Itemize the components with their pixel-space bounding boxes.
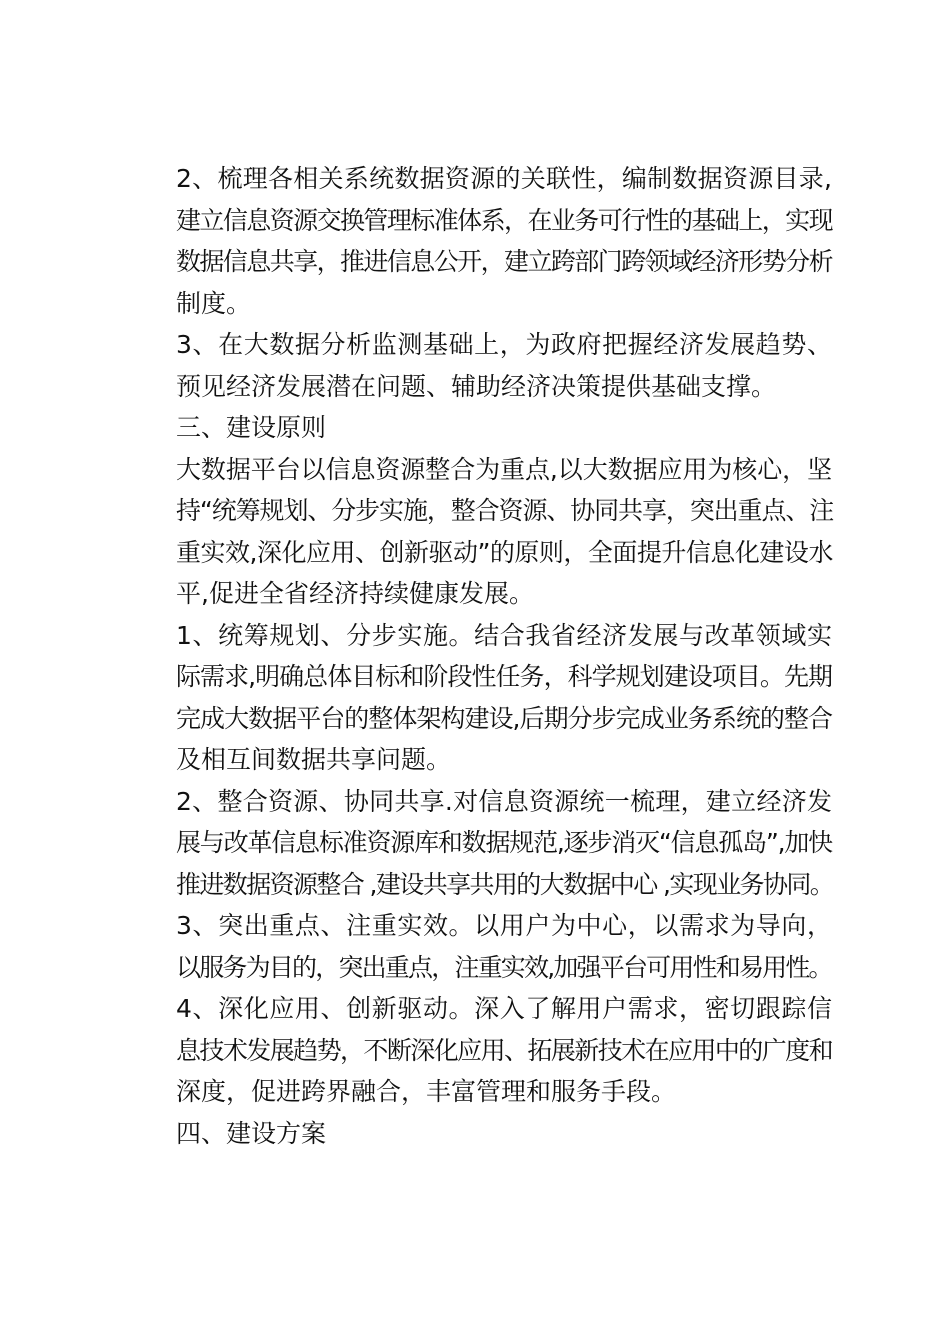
heading-text: 三、建设原则 [176, 413, 327, 442]
text-line: 息技术发展趋势，不断深化应用、拓展新技术在应用中的广度和 [176, 1035, 832, 1065]
text-line: 预见经济发展潜在问题、辅助经济决策提供基础支撑。 [176, 371, 777, 401]
text-line: 数据信息共享，推进信息公开，建立跨部门跨领域经济形势分析 [176, 247, 832, 276]
paragraph-principles-intro [126, 449, 832, 615]
paragraph-sort-resources [126, 158, 832, 324]
paragraph-planning [126, 615, 832, 781]
text-line: 3、在大数据分析监测基础上，为政府把握经济发展趋势、 [176, 330, 832, 359]
text-line: 1、统筹规划、分步实施。结合我省经济发展与改革领域实 [176, 620, 832, 650]
section-heading-plan [126, 1113, 832, 1155]
heading-text: 四、建设方案 [176, 1118, 327, 1148]
paragraph-innovation [126, 988, 832, 1113]
text-line: 持“统筹规划、分步实施，整合资源、协同共享，突出重点、注 [176, 496, 834, 525]
text-line: 建立信息资源交换管理标准体系，在业务可行性的基础上，实现 [176, 205, 832, 235]
text-line: 深度，促进跨界融合，丰富管理和服务手段。 [176, 1077, 677, 1106]
text-line: 制度。 [176, 288, 252, 318]
text-line: 2、梳理各相关系统数据资源的关联性，编制数据资源目录, [176, 164, 832, 193]
paragraph-focus [126, 905, 832, 988]
text-line: 重实效,深化应用、创新驱动”的原则，全面提升信息化建设水 [176, 537, 833, 567]
text-line: 以服务为目的，突出重点，注重实效,加强平台可用性和易用性。 [176, 952, 832, 982]
paragraph-integration [126, 781, 832, 906]
text-line: 际需求,明确总体目标和阶段性任务，科学规划建设项目。先期 [176, 662, 832, 691]
paragraph-analysis-support [126, 324, 832, 407]
text-line: 完成大数据平台的整体架构建设,后期分步完成业务系统的整合 [176, 703, 832, 733]
text-line: 4、深化应用、创新驱动。深入了解用户需求，密切跟踪信 [176, 994, 832, 1023]
text-line: 平,促进全省经济持续健康发展。 [176, 579, 534, 608]
text-line: 2、整合资源、协同共享.对信息资源统一梳理，建立经济发 [176, 786, 832, 816]
text-line: 推进数据资源整合 ,建设共享共用的大数据中心 ,实现业务协同。 [176, 869, 834, 899]
text-line: 展与改革信息标准资源库和数据规范,逐步消灭“信息孤岛”,加快 [176, 828, 832, 857]
text-line: 3、突出重点、注重实效。以用户为中心，以需求为导向， [176, 911, 832, 940]
document-body [126, 158, 832, 1154]
text-line: 大数据平台以信息资源整合为重点,以大数据应用为核心，坚 [176, 454, 832, 484]
text-line: 及相互间数据共享问题。 [176, 745, 452, 774]
section-heading-principles [126, 407, 832, 449]
